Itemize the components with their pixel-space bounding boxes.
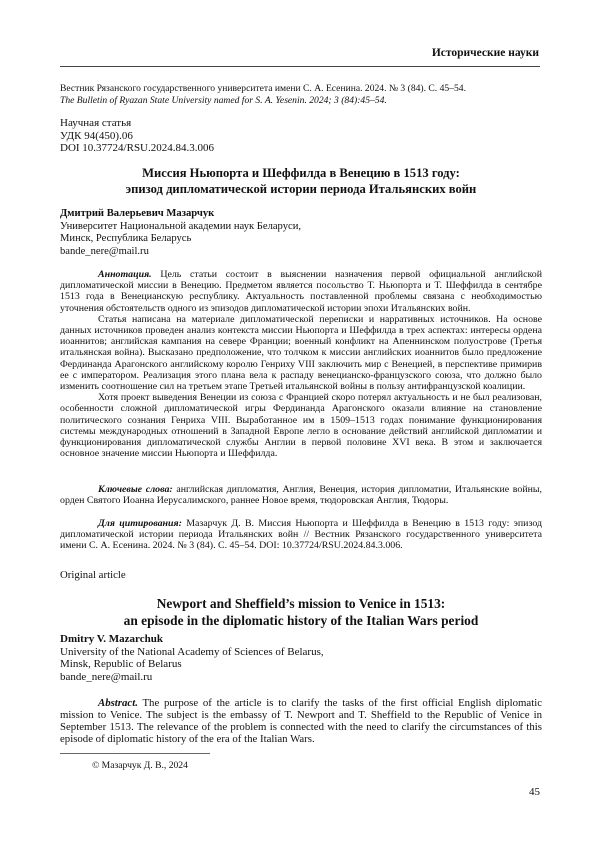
author-block-en bbox=[60, 633, 324, 683]
article-type: Научная статья bbox=[60, 117, 132, 129]
affiliation-ru-2: Минск, Республика Беларусь bbox=[60, 233, 192, 244]
journal-citation bbox=[60, 83, 542, 107]
abstract-ru-p3: Хотя проект выведения Венеции из союза с Францией скоро потерял актуальность и не был реализован, особенности сложной дипломатической игры Фердинанда Арагонского оказали влияние на становление политического сознания Генриха VIII. Выработанное им в 1509–1513 годах понимание функционирования системы международных отношений в Западной Европе легло в основание действий английской дипломатии и функционирования дипломатической службы Англии в первой половине XVI века. В этом и заключается основное значение миссии Ньюпорта и Шеффилда. bbox=[60, 392, 542, 460]
title-en-line1: Newport and Sheffield’s mission to Venice in 1513: bbox=[156, 596, 446, 611]
title-ru-line1: Миссия Ньюпорта и Шеффилда в Венецию в 1513 году: bbox=[142, 166, 460, 180]
abstract-label-ru: Аннотация. bbox=[98, 269, 152, 280]
abstract-ru bbox=[60, 269, 542, 459]
author-email-ru: bande_nere@mail.ru bbox=[60, 245, 149, 257]
article-title-en bbox=[60, 595, 542, 629]
journal-citation-ru: Вестник Рязанского государственного университета имени С. А. Есенина. 2024. № 3 (84). С. 45–54. bbox=[60, 83, 466, 94]
abstract-ru-p2: Статья написана на материале дипломатической переписки и нарративных источников. На основе данных источников проведен анализ контекста миссии Ньюпорта и Шеффилда в трех аспектах: интересы ордена иоаннитов; английская кампания на севере Франции; военный конфликт на Апеннинском полуострове (Третья итальянская война). Высказано предположение, что толчком к миссии английских иоаннитов было предложение Фердинанда Арагонского английскому королю Генриху VIII заключить мир с Венецией, в перспективе примирив ее с императором. Реализация этого плана вела к распаду венецианско-французского союза, что должно было изменить соотношение сил на третьем этапе Третьей итальянской войны в пользу антифранцузской коалиции. bbox=[60, 313, 542, 393]
section-label: Исторические науки bbox=[431, 47, 539, 59]
copyright: © Мазарчук Д. В., 2024 bbox=[92, 760, 188, 771]
udk-code: УДК 94(450).06 bbox=[60, 129, 133, 142]
abstract-label-en: Abstract. bbox=[98, 697, 138, 709]
keywords-ru bbox=[60, 484, 542, 506]
title-en-line2: an episode in the diplomatic history of the Italian Wars period bbox=[123, 613, 479, 628]
page-number: 45 bbox=[529, 786, 540, 798]
author-name-ru: Дмитрий Валерьевич Мазарчук bbox=[60, 208, 215, 219]
citation-label: Для цитирования: bbox=[98, 518, 182, 529]
keywords-text: английская дипломатия, Англия, Венеция, история дипломатии, Итальянские войны, орден Святого Иоанна Иерусалимского, раннее Новое время, тюдоровская Англия, Тюдоры. bbox=[60, 484, 542, 507]
author-name-en: Dmitry V. Mazarchuk bbox=[60, 633, 163, 645]
affiliation-en-1: University of the National Academy of Sciences of Belarus, bbox=[60, 645, 324, 658]
keywords-label: Ключевые слова: bbox=[98, 484, 173, 495]
affiliation-en-2: Minsk, Republic of Belarus bbox=[60, 658, 182, 670]
doi: DOI 10.37724/RSU.2024.84.3.006 bbox=[60, 142, 215, 154]
article-meta bbox=[60, 117, 214, 155]
footnote-rule bbox=[60, 753, 210, 754]
title-ru-line2: эпизод дипломатической истории периода Итальянских войн bbox=[125, 182, 477, 196]
abstract-ru-p1: Цель статьи состоит в выяснении назначения первой официальной английской дипломатической миссии в Венецию. Предметом является посольство Т. Ньюпорта и Т. Шеффилда в сентябре 1513 года в Венецианскую республику. Актуальность поставленной проблемы связана с необходимостью уточнения обстоятельств одного из эпизодов дипломатической истории эпохи Итальянских войн. bbox=[60, 269, 542, 314]
abstract-en bbox=[60, 697, 542, 745]
article-type-en: Original article bbox=[60, 569, 126, 581]
citation-text: Мазарчук Д. В. Миссия Ньюпорта и Шеффилда в Венецию в 1513 году: эпизод дипломатической истории периода Итальянских войн // Вестник Рязанского государственного университета имени С. А. Есенина. 2024. № 3 (84). С. 45–54. DOI: 10.37724/RSU.2024.84.3.006. bbox=[60, 518, 542, 552]
header-rule bbox=[60, 66, 540, 67]
author-email-en: bande_nere@mail.ru bbox=[60, 670, 153, 683]
journal-citation-en: The Bulletin of Ryazan State University named for S. A. Yesenin. 2024; 3 (84):45–54. bbox=[60, 95, 387, 106]
article-title-ru bbox=[60, 165, 542, 197]
affiliation-ru-1: Университет Национальной академии наук Беларуси, bbox=[60, 220, 302, 232]
abstract-en-text: The purpose of the article is to clarify the tasks of the first official English diplomatic mission to Venice. The subject is the embassy of T. Newport and T. Sheffield to the Republic of Venice in September 1513. The relevance of the problem is connected with the need to clarify the circumstances of this episode of diplomatic history of the era of the Italian Wars. bbox=[60, 697, 542, 746]
author-block-ru bbox=[60, 208, 301, 258]
citation-ru bbox=[60, 518, 542, 552]
